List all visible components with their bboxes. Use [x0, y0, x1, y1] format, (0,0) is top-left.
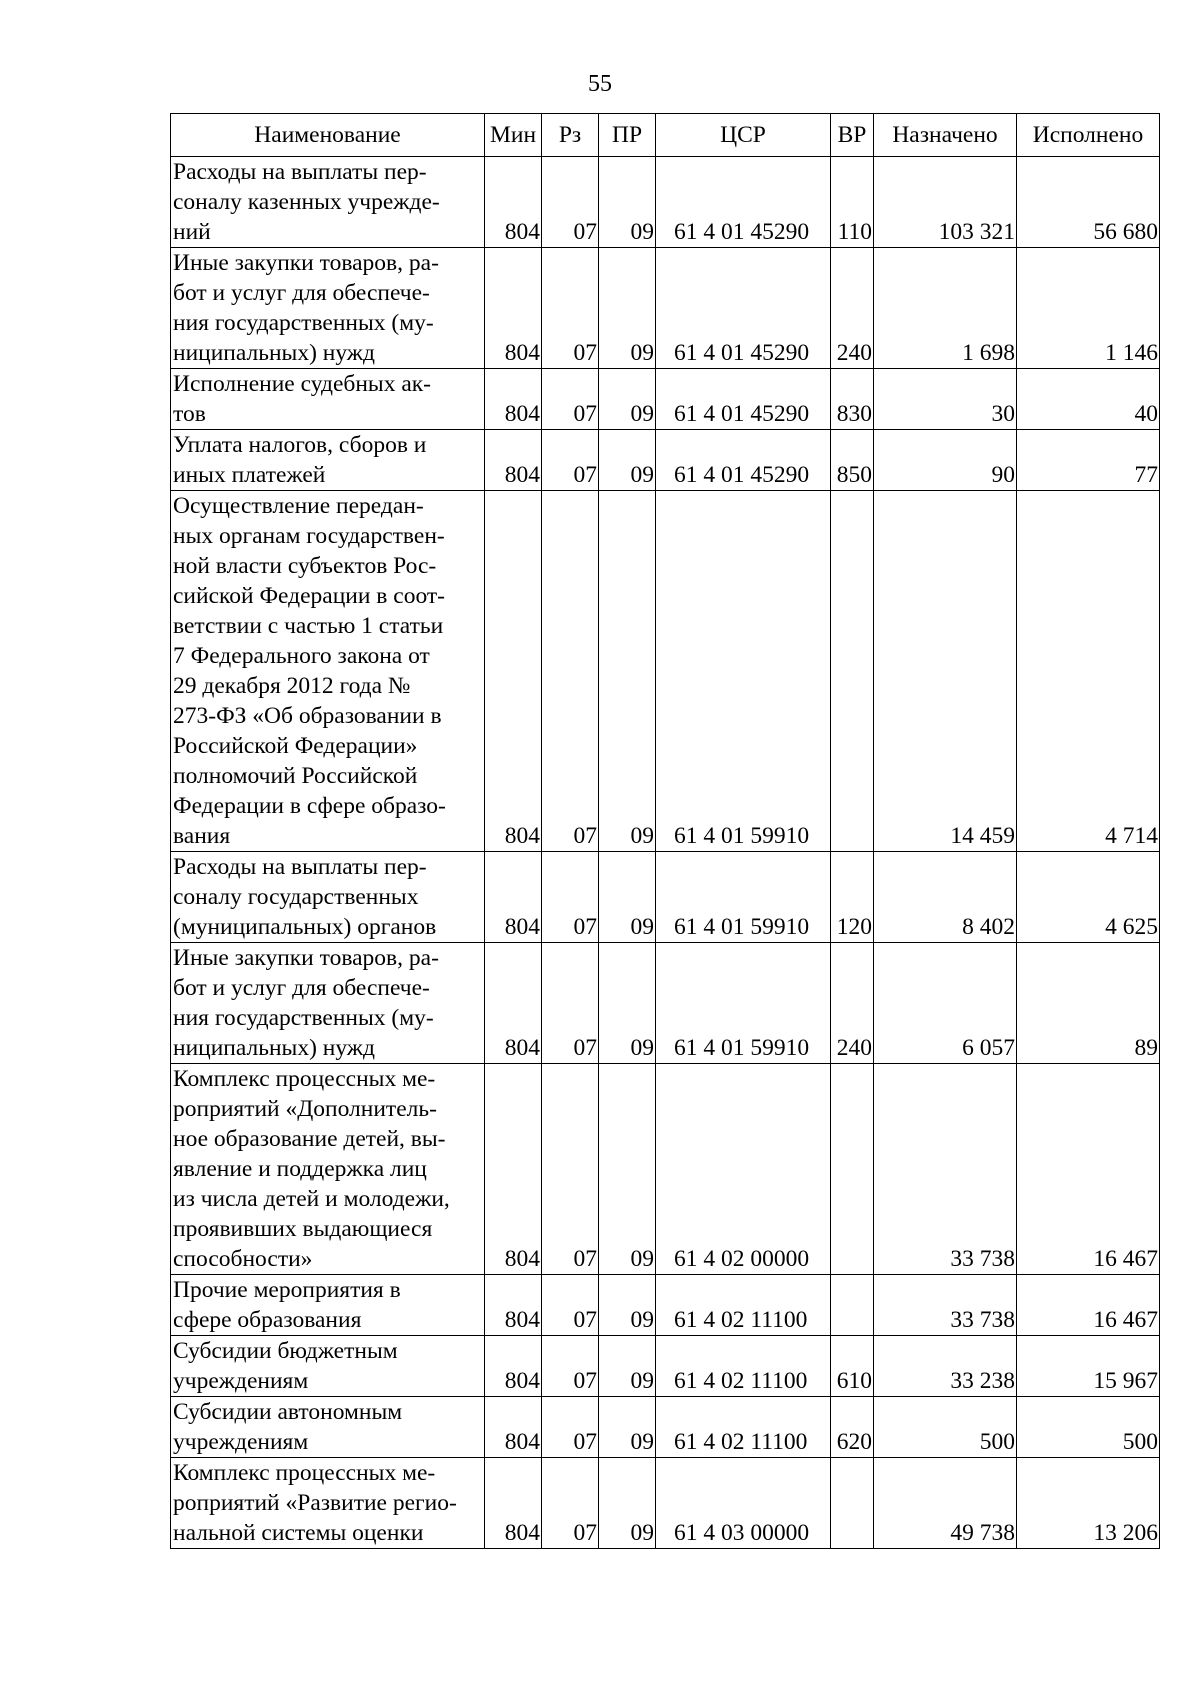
cell-executed: 13 206 — [1017, 1458, 1160, 1549]
budget-table — [170, 113, 1160, 1549]
cell-name — [171, 943, 485, 1064]
cell-csr: 61 4 01 45290 — [656, 430, 831, 491]
cell-name-line: ний — [173, 219, 211, 245]
cell-vr: 110 — [831, 157, 874, 248]
table-row — [171, 852, 1160, 943]
cell-rz: 07 — [542, 1336, 599, 1397]
cell-vr: 120 — [831, 852, 874, 943]
cell-name-line: 7 Федерального закона от — [173, 643, 430, 669]
cell-name-line: роприятий «Развитие регио- — [173, 1490, 457, 1516]
cell-csr: 61 4 01 45290 — [656, 157, 831, 248]
cell-executed: 40 — [1017, 369, 1160, 430]
cell-name-line: нальной системы оценки — [173, 1520, 424, 1546]
cell-executed: 56 680 — [1017, 157, 1160, 248]
cell-min: 804 — [485, 430, 542, 491]
cell-min: 804 — [485, 1458, 542, 1549]
cell-name-line: сийской Федерации в соот- — [173, 583, 445, 609]
cell-vr: 850 — [831, 430, 874, 491]
cell-name-line: из числа детей и молодежи, — [173, 1186, 450, 1212]
cell-name-line: Расходы на выплаты пер- — [173, 159, 427, 185]
cell-name-line: ное образование детей, вы- — [173, 1126, 446, 1152]
cell-name-line: способности» — [173, 1246, 313, 1272]
cell-assigned: 6 057 — [874, 943, 1017, 1064]
table-body — [171, 157, 1160, 1549]
cell-name — [171, 1275, 485, 1336]
column-header-pr: ПР — [599, 114, 656, 157]
table-row — [171, 1275, 1160, 1336]
cell-vr: 830 — [831, 369, 874, 430]
cell-name-line: 29 декабря 2012 года № — [173, 673, 411, 699]
cell-executed: 500 — [1017, 1397, 1160, 1458]
cell-name-line: Субсидии бюджетным — [173, 1338, 398, 1364]
cell-name-line: Федерации в сфере образо- — [173, 793, 446, 819]
cell-pr: 09 — [599, 1336, 656, 1397]
cell-csr: 61 4 02 11100 — [656, 1275, 831, 1336]
cell-min: 804 — [485, 491, 542, 852]
cell-name-line: Российской Федерации» — [173, 733, 418, 759]
cell-name-line: ниципальных) нужд — [173, 1035, 375, 1061]
cell-name-line: соналу казенных учрежде- — [173, 189, 440, 215]
cell-vr: 240 — [831, 943, 874, 1064]
cell-executed: 4 714 — [1017, 491, 1160, 852]
table-header-row — [171, 114, 1160, 157]
cell-min: 804 — [485, 1336, 542, 1397]
cell-name-line: Комплекс процессных ме- — [173, 1460, 436, 1486]
cell-rz: 07 — [542, 1458, 599, 1549]
cell-name-line: проявивших выдающиеся — [173, 1216, 433, 1242]
table-row — [171, 369, 1160, 430]
cell-vr — [831, 1064, 874, 1275]
cell-csr: 61 4 02 11100 — [656, 1397, 831, 1458]
table-row — [171, 1064, 1160, 1275]
table-row — [171, 430, 1160, 491]
cell-name-line: полномочий Российской — [173, 763, 418, 789]
column-header-name: Наименование — [171, 114, 485, 157]
cell-executed: 1 146 — [1017, 248, 1160, 369]
cell-name-line: 273-ФЗ «Об образовании в — [173, 703, 442, 729]
cell-executed: 16 467 — [1017, 1064, 1160, 1275]
cell-pr: 09 — [599, 1064, 656, 1275]
cell-name — [171, 248, 485, 369]
cell-min: 804 — [485, 157, 542, 248]
cell-csr: 61 4 02 00000 — [656, 1064, 831, 1275]
cell-assigned: 14 459 — [874, 491, 1017, 852]
cell-name-line: Иные закупки товаров, ра- — [173, 945, 439, 971]
cell-name — [171, 1336, 485, 1397]
page-number: 55 — [588, 71, 612, 97]
cell-pr: 09 — [599, 943, 656, 1064]
cell-name-line: учреждениям — [173, 1368, 309, 1394]
cell-csr: 61 4 01 59910 — [656, 943, 831, 1064]
cell-rz: 07 — [542, 430, 599, 491]
cell-rz: 07 — [542, 369, 599, 430]
cell-name-line: Субсидии автономным — [173, 1399, 403, 1425]
cell-name-line: Исполнение судебных ак- — [173, 371, 432, 397]
cell-name-line: роприятий «Дополнитель- — [173, 1096, 437, 1122]
cell-name — [171, 1397, 485, 1458]
cell-vr — [831, 491, 874, 852]
cell-name-line: Осуществление передан- — [173, 493, 424, 519]
cell-name-line: ной власти субъектов Рос- — [173, 553, 437, 579]
column-header-min: Мин — [485, 114, 542, 157]
cell-csr: 61 4 01 59910 — [656, 491, 831, 852]
cell-min: 804 — [485, 852, 542, 943]
cell-rz: 07 — [542, 1397, 599, 1458]
cell-pr: 09 — [599, 1458, 656, 1549]
cell-pr: 09 — [599, 491, 656, 852]
cell-executed: 89 — [1017, 943, 1160, 1064]
cell-csr: 61 4 01 45290 — [656, 369, 831, 430]
cell-min: 804 — [485, 1275, 542, 1336]
cell-assigned: 90 — [874, 430, 1017, 491]
cell-pr: 09 — [599, 157, 656, 248]
column-header-csr: ЦСР — [656, 114, 831, 157]
cell-assigned: 33 738 — [874, 1064, 1017, 1275]
cell-name — [171, 369, 485, 430]
column-header-executed: Исполнено — [1017, 114, 1160, 157]
cell-name-line: Иные закупки товаров, ра- — [173, 250, 439, 276]
cell-min: 804 — [485, 1064, 542, 1275]
cell-vr — [831, 1458, 874, 1549]
cell-pr: 09 — [599, 248, 656, 369]
cell-min: 804 — [485, 943, 542, 1064]
cell-vr: 620 — [831, 1397, 874, 1458]
table-row — [171, 491, 1160, 852]
cell-min: 804 — [485, 369, 542, 430]
cell-name-line: Прочие мероприятия в — [173, 1277, 401, 1303]
table-row — [171, 1458, 1160, 1549]
cell-pr: 09 — [599, 430, 656, 491]
column-header-rz: Рз — [542, 114, 599, 157]
cell-name-line: сфере образования — [173, 1307, 362, 1333]
cell-name — [171, 157, 485, 248]
cell-rz: 07 — [542, 943, 599, 1064]
cell-csr: 61 4 01 59910 — [656, 852, 831, 943]
cell-assigned: 30 — [874, 369, 1017, 430]
cell-name-line: бот и услуг для обеспече- — [173, 975, 430, 1001]
cell-rz: 07 — [542, 248, 599, 369]
cell-executed: 16 467 — [1017, 1275, 1160, 1336]
cell-assigned: 103 321 — [874, 157, 1017, 248]
cell-assigned: 8 402 — [874, 852, 1017, 943]
cell-csr: 61 4 01 45290 — [656, 248, 831, 369]
cell-name-line: тов — [173, 401, 206, 427]
cell-pr: 09 — [599, 1275, 656, 1336]
cell-min: 804 — [485, 1397, 542, 1458]
column-header-vr: ВР — [831, 114, 874, 157]
cell-name-line: Уплата налогов, сборов и — [173, 432, 427, 458]
cell-assigned: 33 238 — [874, 1336, 1017, 1397]
cell-min: 804 — [485, 248, 542, 369]
cell-pr: 09 — [599, 369, 656, 430]
cell-name-line: соналу государственных — [173, 884, 419, 910]
column-header-assigned: Назначено — [874, 114, 1017, 157]
cell-assigned: 1 698 — [874, 248, 1017, 369]
cell-rz: 07 — [542, 157, 599, 248]
cell-name — [171, 1064, 485, 1275]
cell-name-line: ных органам государствен- — [173, 523, 445, 549]
cell-name-line: Расходы на выплаты пер- — [173, 854, 427, 880]
cell-assigned: 49 738 — [874, 1458, 1017, 1549]
cell-name-line: ветствии с частью 1 статьи — [173, 613, 444, 639]
table-row — [171, 1397, 1160, 1458]
cell-name-line: ния государственных (му- — [173, 1005, 434, 1031]
cell-assigned: 500 — [874, 1397, 1017, 1458]
cell-vr: 610 — [831, 1336, 874, 1397]
cell-pr: 09 — [599, 852, 656, 943]
cell-name-line: бот и услуг для обеспече- — [173, 280, 430, 306]
table-row — [171, 248, 1160, 369]
cell-name-line: Комплекс процессных ме- — [173, 1066, 436, 1092]
cell-rz: 07 — [542, 1275, 599, 1336]
table-row — [171, 943, 1160, 1064]
cell-name — [171, 1458, 485, 1549]
cell-assigned: 33 738 — [874, 1275, 1017, 1336]
table-row — [171, 157, 1160, 248]
cell-executed: 15 967 — [1017, 1336, 1160, 1397]
cell-executed: 77 — [1017, 430, 1160, 491]
cell-rz: 07 — [542, 1064, 599, 1275]
cell-name-line: иных платежей — [173, 462, 326, 488]
cell-name — [171, 430, 485, 491]
cell-vr: 240 — [831, 248, 874, 369]
cell-rz: 07 — [542, 852, 599, 943]
cell-csr: 61 4 02 11100 — [656, 1336, 831, 1397]
cell-name-line: ниципальных) нужд — [173, 340, 375, 366]
cell-vr — [831, 1275, 874, 1336]
cell-csr: 61 4 03 00000 — [656, 1458, 831, 1549]
cell-name-line: ния государственных (му- — [173, 310, 434, 336]
table-row — [171, 1336, 1160, 1397]
cell-name-line: учреждениям — [173, 1429, 309, 1455]
cell-name — [171, 852, 485, 943]
cell-name-line: вания — [173, 823, 231, 849]
cell-name-line: (муниципальных) органов — [173, 914, 437, 940]
cell-rz: 07 — [542, 491, 599, 852]
cell-pr: 09 — [599, 1397, 656, 1458]
cell-name-line: явление и поддержка лиц — [173, 1156, 427, 1182]
cell-executed: 4 625 — [1017, 852, 1160, 943]
cell-name — [171, 491, 485, 852]
